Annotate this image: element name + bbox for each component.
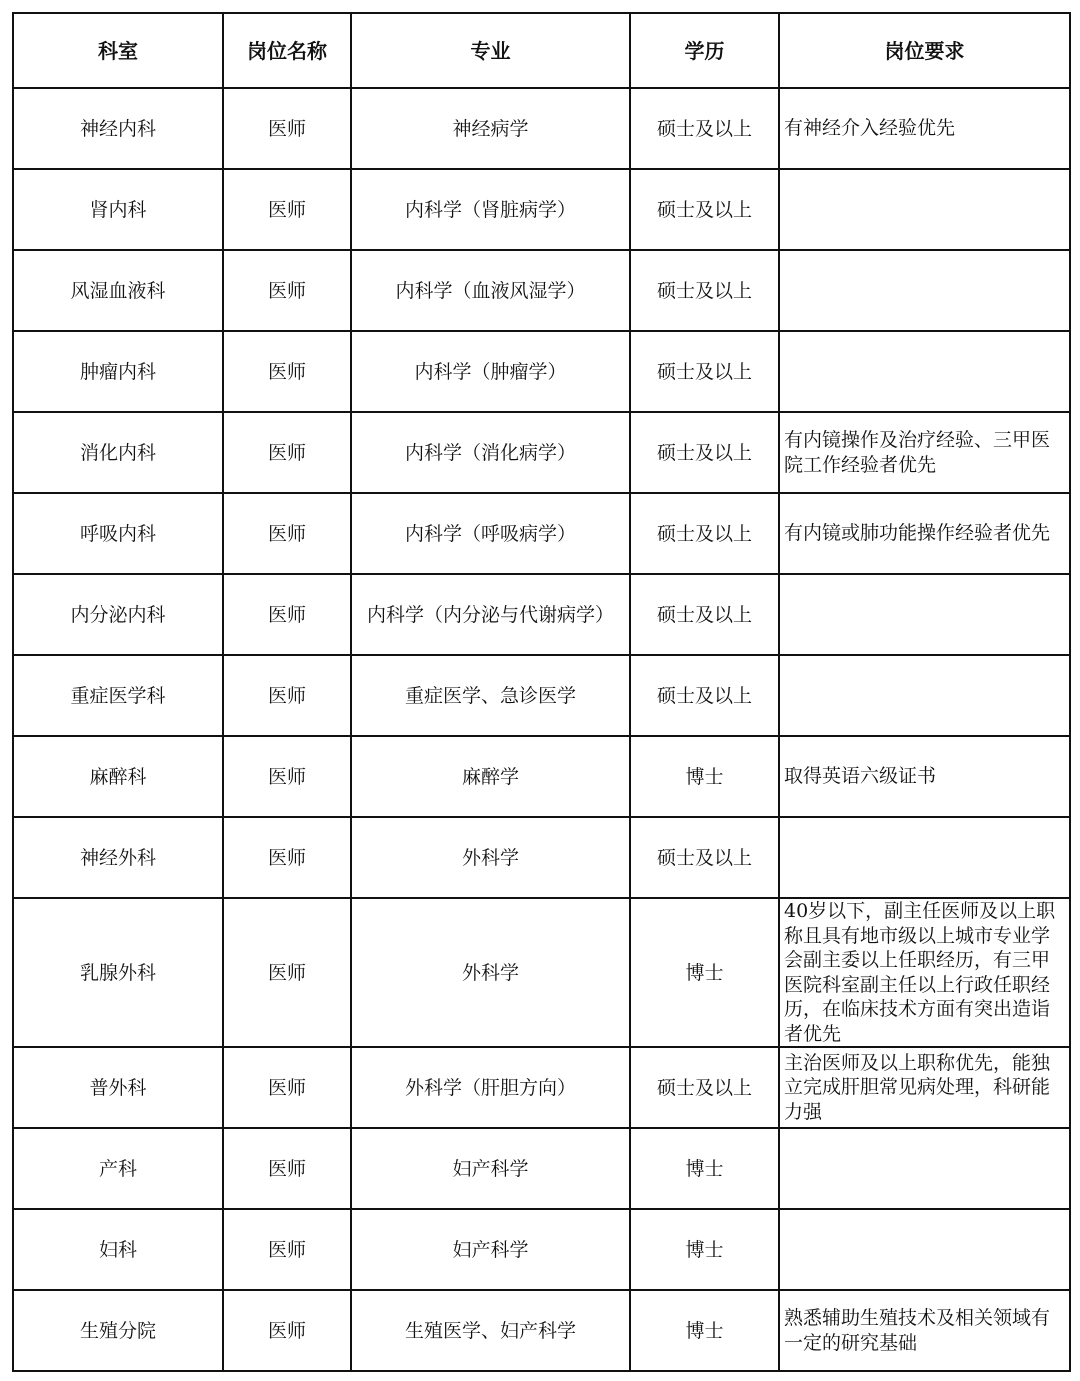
cell-education: 博士	[630, 736, 779, 817]
table-row	[13, 1047, 1070, 1128]
cell-major: 内科学（血液风湿学）	[351, 250, 630, 331]
cell-department: 呼吸内科	[13, 493, 223, 574]
cell-education: 硕士及以上	[630, 574, 779, 655]
cell-requirements: 40岁以下，副主任医师及以上职称且具有地市级以上城市专业学会副主委以上任职经历，有三甲医院科室副主任以上行政任职经历，在临床技术方面有突出造诣者优先	[779, 898, 1070, 1047]
cell-requirements	[779, 655, 1070, 736]
cell-department: 麻醉科	[13, 736, 223, 817]
table-row	[13, 493, 1070, 574]
cell-education: 博士	[630, 1290, 779, 1371]
table-row	[13, 1290, 1070, 1371]
cell-requirements: 有内镜或肺功能操作经验者优先	[779, 493, 1070, 574]
cell-position-title: 医师	[223, 331, 351, 412]
cell-requirements	[779, 817, 1070, 898]
header-requirements: 岗位要求	[779, 13, 1070, 88]
table-row	[13, 169, 1070, 250]
cell-department: 肾内科	[13, 169, 223, 250]
cell-position-title: 医师	[223, 1128, 351, 1209]
cell-education: 硕士及以上	[630, 169, 779, 250]
cell-major: 外科学（肝胆方向）	[351, 1047, 630, 1128]
cell-education: 硕士及以上	[630, 493, 779, 574]
cell-position-title: 医师	[223, 493, 351, 574]
cell-position-title: 医师	[223, 169, 351, 250]
cell-position-title: 医师	[223, 1209, 351, 1290]
cell-major: 内科学（呼吸病学）	[351, 493, 630, 574]
header-major: 专业	[351, 13, 630, 88]
table-row	[13, 817, 1070, 898]
cell-education: 硕士及以上	[630, 250, 779, 331]
cell-education: 硕士及以上	[630, 817, 779, 898]
cell-department: 肿瘤内科	[13, 331, 223, 412]
cell-education: 博士	[630, 898, 779, 1047]
cell-major: 内科学（内分泌与代谢病学）	[351, 574, 630, 655]
cell-department: 神经外科	[13, 817, 223, 898]
cell-requirements	[779, 1128, 1070, 1209]
cell-major: 麻醉学	[351, 736, 630, 817]
cell-requirements: 取得英语六级证书	[779, 736, 1070, 817]
cell-major: 神经病学	[351, 88, 630, 169]
cell-position-title: 医师	[223, 817, 351, 898]
cell-major: 内科学（肾脏病学）	[351, 169, 630, 250]
cell-education: 硕士及以上	[630, 331, 779, 412]
cell-department: 生殖分院	[13, 1290, 223, 1371]
cell-department: 神经内科	[13, 88, 223, 169]
header-row	[13, 13, 1070, 88]
cell-position-title: 医师	[223, 250, 351, 331]
cell-department: 乳腺外科	[13, 898, 223, 1047]
recruitment-table	[12, 12, 1071, 1372]
cell-major: 内科学（消化病学）	[351, 412, 630, 493]
cell-major: 生殖医学、妇产科学	[351, 1290, 630, 1371]
table-row	[13, 574, 1070, 655]
cell-position-title: 医师	[223, 655, 351, 736]
cell-education: 博士	[630, 1209, 779, 1290]
table-row	[13, 655, 1070, 736]
cell-department: 风湿血液科	[13, 250, 223, 331]
cell-department: 妇科	[13, 1209, 223, 1290]
table-row	[13, 88, 1070, 169]
table-row	[13, 1209, 1070, 1290]
header-education: 学历	[630, 13, 779, 88]
table-row	[13, 736, 1070, 817]
cell-requirements	[779, 1209, 1070, 1290]
cell-requirements: 有内镜操作及治疗经验、三甲医院工作经验者优先	[779, 412, 1070, 493]
cell-requirements: 主治医师及以上职称优先，能独立完成肝胆常见病处理，科研能力强	[779, 1047, 1070, 1128]
cell-education: 硕士及以上	[630, 88, 779, 169]
cell-requirements: 有神经介入经验优先	[779, 88, 1070, 169]
cell-requirements	[779, 574, 1070, 655]
cell-requirements	[779, 331, 1070, 412]
cell-education: 硕士及以上	[630, 655, 779, 736]
header-department: 科室	[13, 13, 223, 88]
cell-major: 妇产科学	[351, 1209, 630, 1290]
cell-department: 内分泌内科	[13, 574, 223, 655]
cell-major: 重症医学、急诊医学	[351, 655, 630, 736]
cell-major: 内科学（肿瘤学）	[351, 331, 630, 412]
table-row	[13, 331, 1070, 412]
cell-requirements	[779, 250, 1070, 331]
cell-department: 产科	[13, 1128, 223, 1209]
cell-requirements	[779, 169, 1070, 250]
header-position-title: 岗位名称	[223, 13, 351, 88]
table-row	[13, 1128, 1070, 1209]
cell-requirements: 熟悉辅助生殖技术及相关领域有一定的研究基础	[779, 1290, 1070, 1371]
table-row	[13, 250, 1070, 331]
cell-department: 普外科	[13, 1047, 223, 1128]
cell-position-title: 医师	[223, 1047, 351, 1128]
cell-education: 硕士及以上	[630, 1047, 779, 1128]
table-row	[13, 898, 1070, 1047]
cell-position-title: 医师	[223, 1290, 351, 1371]
cell-position-title: 医师	[223, 898, 351, 1047]
cell-position-title: 医师	[223, 736, 351, 817]
cell-major: 外科学	[351, 898, 630, 1047]
cell-education: 博士	[630, 1128, 779, 1209]
cell-major: 妇产科学	[351, 1128, 630, 1209]
cell-position-title: 医师	[223, 88, 351, 169]
cell-department: 消化内科	[13, 412, 223, 493]
cell-position-title: 医师	[223, 412, 351, 493]
table-row	[13, 412, 1070, 493]
cell-position-title: 医师	[223, 574, 351, 655]
cell-department: 重症医学科	[13, 655, 223, 736]
cell-education: 硕士及以上	[630, 412, 779, 493]
cell-major: 外科学	[351, 817, 630, 898]
